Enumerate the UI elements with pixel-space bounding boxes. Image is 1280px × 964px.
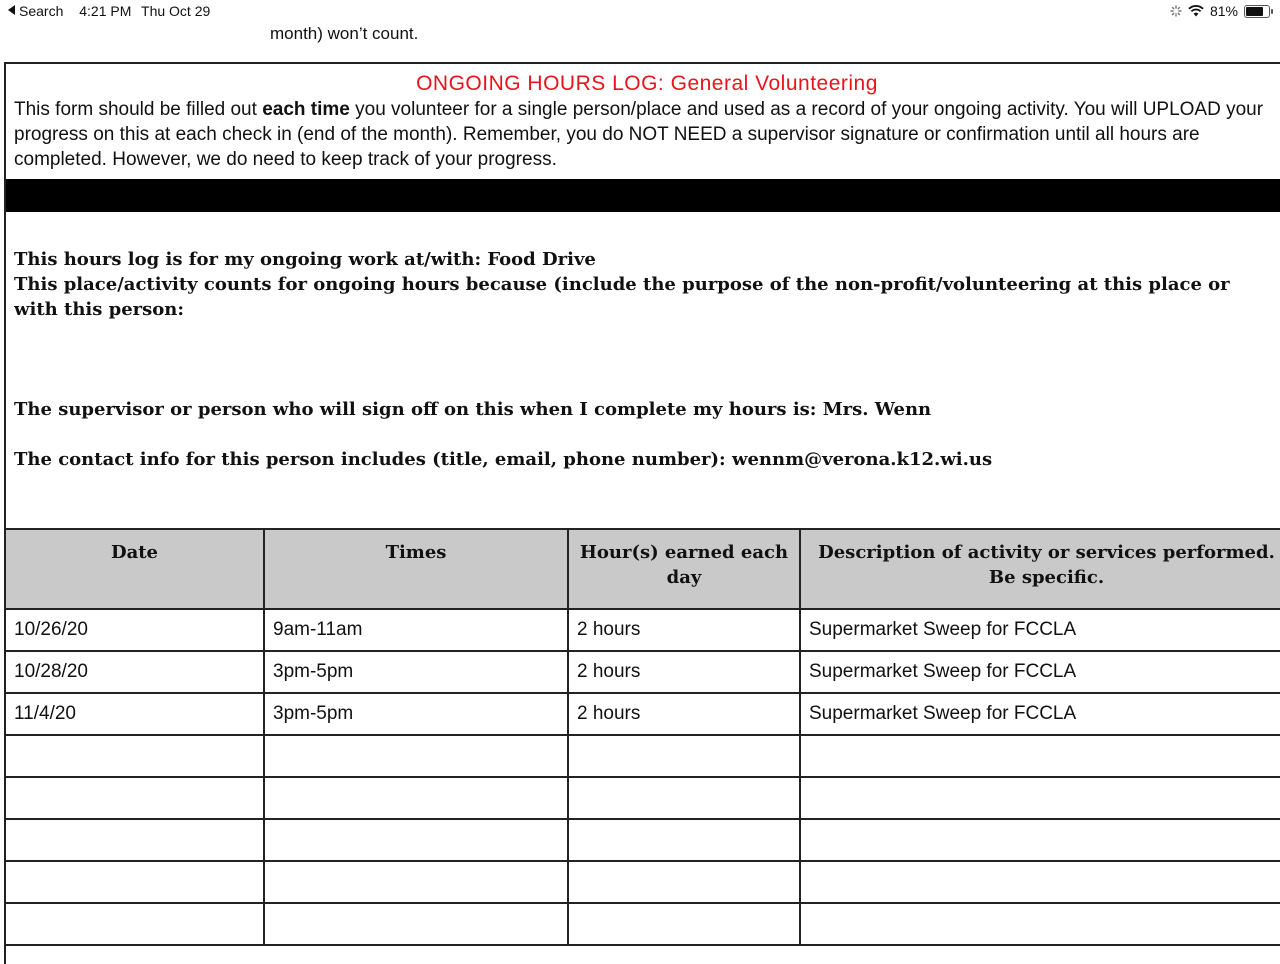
table-row bbox=[5, 903, 1280, 945]
table-row bbox=[5, 651, 1280, 693]
cell-hours[interactable] bbox=[568, 903, 800, 945]
cell-times[interactable] bbox=[264, 777, 568, 819]
cell-hours[interactable] bbox=[568, 819, 800, 861]
back-label: Search bbox=[19, 3, 64, 19]
battery-icon bbox=[1244, 5, 1270, 18]
cell-hours[interactable]: 2 hours bbox=[568, 609, 800, 651]
hours-table bbox=[4, 528, 1280, 946]
header-description: Description of activity or services performed. Be specific. bbox=[800, 529, 1280, 609]
purpose-line: This place/activity counts for ongoing hours because (include the purpose of the non-profit/volunteering at this place or with this person: bbox=[14, 274, 1230, 320]
cell-times[interactable] bbox=[264, 903, 568, 945]
cell-hours[interactable]: 2 hours bbox=[568, 651, 800, 693]
back-arrow-icon bbox=[8, 5, 15, 15]
table-header-row bbox=[5, 529, 1280, 609]
table-row bbox=[5, 735, 1280, 777]
prior-visible-line: month) won’t count. bbox=[270, 24, 419, 43]
cell-description[interactable] bbox=[800, 735, 1280, 777]
form-intro bbox=[14, 97, 1280, 172]
form-title: ONGOING HOURS LOG: General Volunteering bbox=[416, 72, 878, 95]
cell-description[interactable] bbox=[800, 777, 1280, 819]
table-row bbox=[5, 861, 1280, 903]
header-hours: Hour(s) earned each day bbox=[568, 529, 800, 609]
intro-start: This form should be filled out bbox=[14, 99, 263, 120]
cell-description[interactable]: Supermarket Sweep for FCCLA bbox=[800, 651, 1280, 693]
cell-times[interactable] bbox=[264, 735, 568, 777]
cell-description[interactable]: Supermarket Sweep for FCCLA bbox=[800, 693, 1280, 735]
battery-percent: 81% bbox=[1209, 3, 1238, 19]
cell-date[interactable] bbox=[5, 819, 264, 861]
status-right bbox=[1170, 3, 1270, 19]
cell-date[interactable]: 10/28/20 bbox=[5, 651, 264, 693]
back-to-search-link[interactable] bbox=[8, 3, 69, 19]
cell-times[interactable]: 3pm-5pm bbox=[264, 693, 568, 735]
activity-spinner-icon bbox=[1170, 5, 1182, 17]
status-date: Thu Oct 29 bbox=[141, 3, 211, 19]
cell-date[interactable] bbox=[5, 903, 264, 945]
intro-bold: each time bbox=[262, 99, 350, 120]
status-bar bbox=[0, 0, 1280, 22]
supervisor-line: The supervisor or person who will sign off on this when I complete my hours is: Mrs. Wenn bbox=[14, 399, 932, 420]
battery-level bbox=[1246, 7, 1263, 16]
cell-description[interactable] bbox=[800, 861, 1280, 903]
cell-description[interactable] bbox=[800, 819, 1280, 861]
cell-hours[interactable] bbox=[568, 777, 800, 819]
section-divider-bar bbox=[6, 179, 1280, 212]
cell-date[interactable] bbox=[5, 777, 264, 819]
cell-date[interactable] bbox=[5, 735, 264, 777]
table-row bbox=[5, 693, 1280, 735]
table-row bbox=[5, 777, 1280, 819]
status-time: 4:21 PM bbox=[79, 3, 132, 19]
contact-line: The contact info for this person includes (title, email, phone number): wennm@verona.k12.wi.us bbox=[14, 449, 993, 470]
cell-description[interactable]: Supermarket Sweep for FCCLA bbox=[800, 609, 1280, 651]
cell-date[interactable]: 11/4/20 bbox=[5, 693, 264, 735]
status-left bbox=[8, 3, 216, 19]
cell-times[interactable] bbox=[264, 861, 568, 903]
wifi-icon bbox=[1188, 5, 1204, 17]
cell-hours[interactable] bbox=[568, 861, 800, 903]
table-row bbox=[5, 609, 1280, 651]
intro-rest: you volunteer for a single person/place and used as a record of your ongoing activity. You will UPLOAD your progress on this at each check in (end of the month). Remember, you do NOT NEED a supervisor signature or confirmation until all hours are completed. However, we do need to keep track of your progress. bbox=[14, 99, 1264, 170]
cell-hours[interactable]: 2 hours bbox=[568, 693, 800, 735]
header-date: Date bbox=[5, 529, 264, 609]
cell-times[interactable] bbox=[264, 819, 568, 861]
cell-description[interactable] bbox=[800, 903, 1280, 945]
cell-date[interactable]: 10/26/20 bbox=[5, 609, 264, 651]
cell-times[interactable]: 9am-11am bbox=[264, 609, 568, 651]
cell-times[interactable]: 3pm-5pm bbox=[264, 651, 568, 693]
cell-hours[interactable] bbox=[568, 735, 800, 777]
table-row bbox=[5, 819, 1280, 861]
header-times: Times bbox=[264, 529, 568, 609]
cell-date[interactable] bbox=[5, 861, 264, 903]
work-location-line: This hours log is for my ongoing work at/with: Food Drive bbox=[14, 249, 596, 270]
